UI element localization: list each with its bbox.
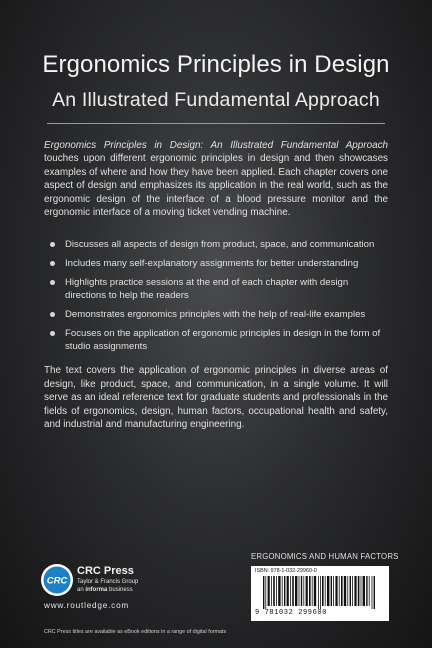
feature-item bbox=[48, 257, 388, 270]
intro-text: touches upon different ergonomic principles in design and then showcases examples of where and how they have been applied. Each chapter covers one aspect of design and emphasizes its application in the real world, such as the ergonomic design of the interface of a blood pressure monitor and the ergonomic interface of a moving ticket vending machine. bbox=[44, 153, 388, 219]
ebook-footnote: CRC Press titles are available as eBook editions in a range of digital formats bbox=[44, 629, 227, 635]
feature-text: Focuses on the application of ergonomic principles in design in the form of studio assignments bbox=[65, 328, 381, 352]
feature-text: Includes many self-explanatory assignments for better understanding bbox=[65, 258, 359, 269]
bullet-icon bbox=[50, 331, 55, 336]
publisher-informa: an informa business bbox=[77, 587, 133, 593]
feature-list bbox=[48, 238, 388, 359]
publisher-group: Taylor & Francis Group bbox=[77, 579, 139, 585]
barcode-icon bbox=[263, 576, 377, 609]
publisher-name: CRC Press bbox=[77, 565, 134, 577]
crc-logo-icon bbox=[40, 563, 74, 597]
publisher-website: www.routledge.com bbox=[44, 601, 130, 610]
feature-item bbox=[48, 276, 388, 302]
feature-text: Highlights practice sessions at the end of each chapter with design directions to help the readers bbox=[65, 277, 349, 301]
barcode-box bbox=[251, 566, 389, 621]
bullet-icon bbox=[50, 312, 55, 317]
book-title: Ergonomics Principles in Design bbox=[42, 51, 390, 78]
crc-logo-text: CRC bbox=[46, 575, 68, 587]
closing-paragraph: The text covers the application of ergonomic principles in diverse areas of design, like product, space, and communication, in a single volume. It will serve as an ideal reference text for graduate students and professionals in the fields of ergonomics, design, human factors, occupational health and safety, and industrial and manufacturing engineering. bbox=[44, 365, 388, 431]
barcode-digits: 9 781032 299600 bbox=[255, 609, 328, 617]
book-subtitle: An Illustrated Fundamental Approach bbox=[52, 89, 380, 111]
series-label: ERGONOMICS AND HUMAN FACTORS bbox=[251, 552, 399, 561]
feature-item bbox=[48, 327, 388, 353]
intro-italic-title: Ergonomics Principles in Design: An Illustrated Fundamental Approach bbox=[44, 140, 388, 151]
bullet-icon bbox=[50, 261, 55, 266]
intro-paragraph bbox=[44, 139, 388, 219]
feature-item bbox=[48, 308, 388, 321]
bullet-icon bbox=[50, 280, 55, 285]
feature-text: Discusses all aspects of design from product, space, and communication bbox=[65, 239, 375, 250]
feature-text: Demonstrates ergonomics principles with the help of real-life examples bbox=[65, 309, 366, 320]
feature-item bbox=[48, 238, 388, 251]
isbn-label: ISBN: 978-1-032-29960-0 bbox=[255, 568, 317, 574]
title-divider bbox=[47, 123, 385, 124]
bullet-icon bbox=[50, 242, 55, 247]
